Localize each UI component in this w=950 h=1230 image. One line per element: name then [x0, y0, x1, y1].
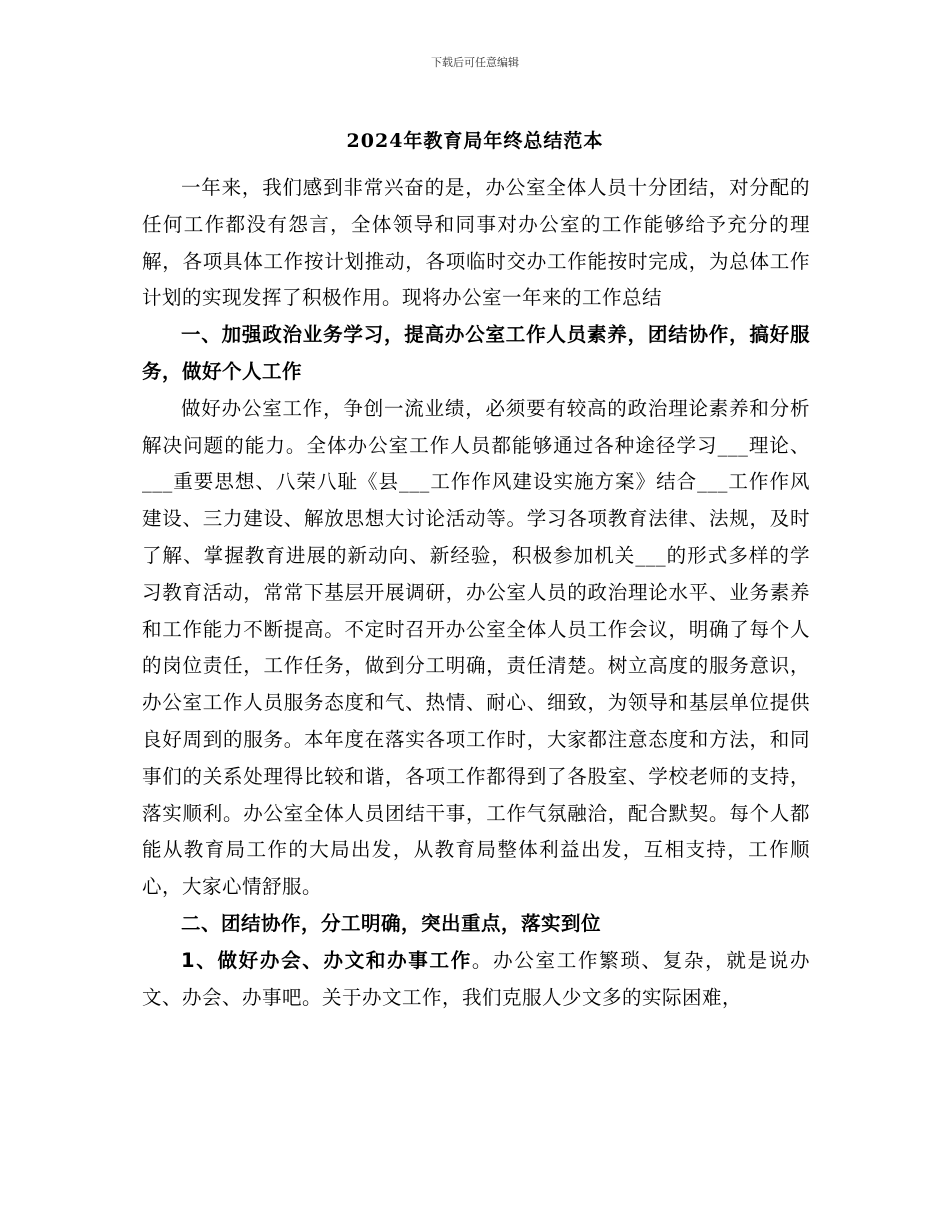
document-body: [142, 170, 810, 1016]
section-heading-1: 一、加强政治业务学习，提高办公室工作人员素养，团结协作，搞好服务，做好个人工作: [142, 323, 810, 383]
section-1-paragraph: 做好办公室工作，争创一流业绩，必须要有较高的政治理论素养和分析解决问题的能力。全体办公室工作人员都能够通过各种途径学习___理论、___重要思想、八荣八耻《县___工作作风建设实施方案》结合___工作作风建设、三力建设、解放思想大讨论活动等。学习各项教育法律、法规，及时了解、掌握教育进展的新动向、新经验，积极参加机关___的形式多样的学习教育活动，常常下基层开展调研，办公室人员的政治理论水平、业务素养和工作能力不断提高。不定时召开办公室全体人员工作会议，明确了每个人的岗位责任，工作任务，做到分工明确，责任清楚。树立高度的服务意识，办公室工作人员服务态度和气、热情、耐心、细致，为领导和基层单位提供良好周到的服务。本年度在落实各项工作时，大家都注意态度和方法，和同事们的关系处理得比较和谐，各项工作都得到了各股室、学校老师的支持，落实顺利。办公室全体人员团结干事，工作气氛融洽，配合默契。每个人都能从教育局工作的大局出发，从教育局整体利益出发，互相支持，工作顺心，大家心情舒服。: [142, 396, 810, 899]
section-2-paragraph: [142, 943, 810, 1017]
header-note: 下载后可任意编辑: [431, 56, 519, 69]
document-title: 2024年教育局年终总结范本: [346, 130, 604, 152]
intro-paragraph: 一年来，我们感到非常兴奋的是，办公室全体人员十分团结，对分配的任何工作都没有怨言，全体领导和同事对办公室的工作能够给予充分的理解，各项具体工作按计划推动，各项临时交办工作能按时完成，为总体工作计划的实现发挥了积极作用。现将办公室一年来的工作总结: [142, 176, 810, 310]
section-heading-2: 二、团结协作，分工明确，突出重点，落实到位: [181, 911, 602, 935]
subsection-lead: 1、做好办会、办文和办事工作: [181, 948, 472, 972]
subsection-text: 。办公室工作繁琐、复杂，就是说办文、办会、办事吧。关于办文工作，我们克服人少文多的实际困难，: [142, 948, 810, 1009]
